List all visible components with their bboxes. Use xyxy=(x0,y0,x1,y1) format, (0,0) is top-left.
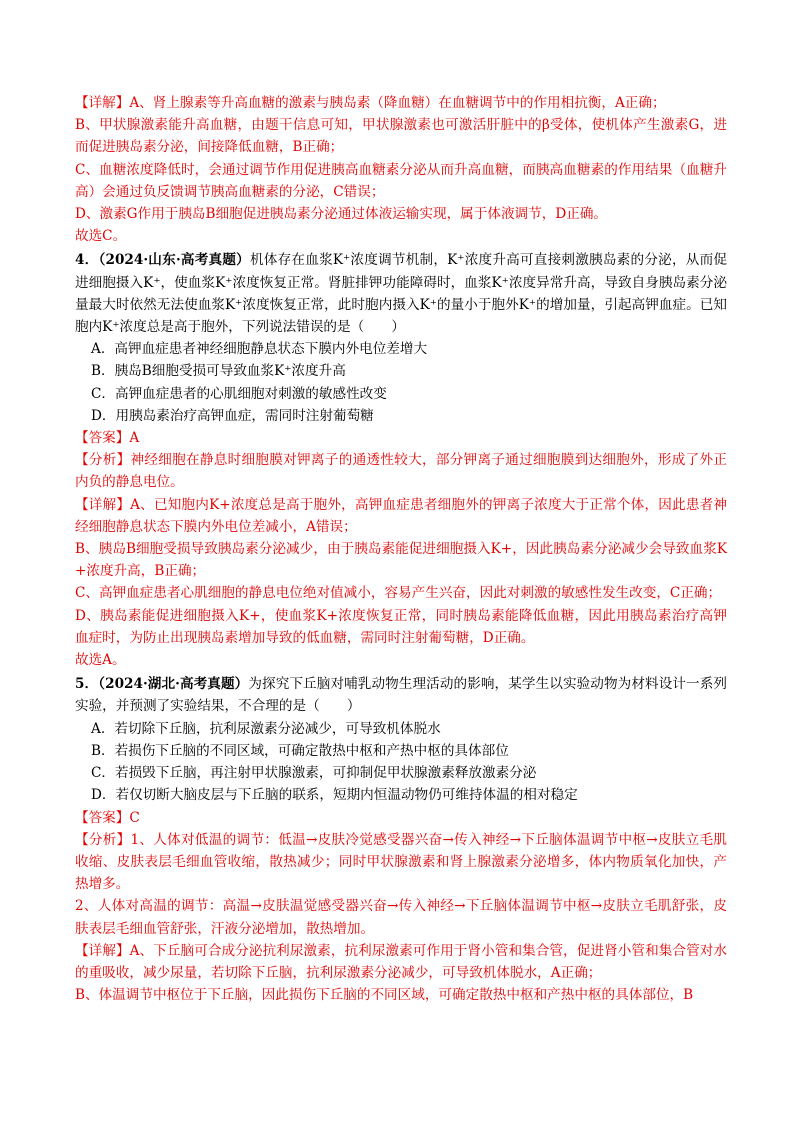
option-b: B．胰岛B细胞受损可导致血浆K⁺浓度升高 xyxy=(91,363,346,380)
option-d: D．若仅切断大脑皮层与下丘脑的联系，短期内恒温动物仍可维持体温的相对稳定 xyxy=(91,787,578,804)
analysis-line: 2、人体对高温的调节：高温→皮肤温觉感受器兴奋→传入神经→下丘脑体温调节中枢→皮肤立毛肌舒张，皮肤表层毛细血管舒张，汗液分泌增加，散热增加。 xyxy=(75,898,727,937)
option-c: C．若损毁下丘脑，再注射甲状腺激素，可抑制促甲状腺激素释放激素分泌 xyxy=(91,765,537,782)
detail-line: B、胰岛B细胞受损导致胰岛素分泌减少，由于胰岛素能促进细胞摄入K+，因此胰岛素分泌减少会导致血浆K+浓度升高，B正确； xyxy=(75,541,727,580)
option-c: C．高钾血症患者的心肌细胞对刺激的敏感性改变 xyxy=(91,385,387,402)
option-d: D．用胰岛素治疗高钾血症，需同时注射葡萄糖 xyxy=(91,407,374,424)
detail-line: D、胰岛素能促进细胞摄入K+，使血浆K+浓度恢复正常，同时胰岛素能降低血糖，因此用胰岛素治疗高钾血症时，为防止出现胰岛素增加导致的低血糖，需同时注射葡萄糖，D正确。 xyxy=(75,607,727,646)
question-5 xyxy=(75,673,727,1006)
prev-question-detail xyxy=(75,92,727,247)
analysis-line: 【分析】神经细胞在静息时细胞膜对钾离子的通透性较大，部分钾离子通过细胞膜到达细胞外，形成了外正内负的静息电位。 xyxy=(75,452,727,491)
answer-line: 【答案】C xyxy=(75,809,140,826)
detail-line: 【详解】A、已知胞内K+浓度总是高于胞外，高钾血症患者细胞外的钾离子浓度大于正常个体，因此患者神经细胞静息状态下膜内外电位差减小，A错误； xyxy=(75,496,727,535)
question-source: （2024·湖北·高考真题） xyxy=(98,676,249,693)
conclusion-line: 故选C。 xyxy=(75,228,127,245)
answer-line: 【答案】A xyxy=(75,430,140,447)
question-number: 4． xyxy=(75,252,99,269)
conclusion-line: 故选A。 xyxy=(75,652,126,669)
question-number: 5． xyxy=(75,676,99,693)
detail-line: 【详解】A、肾上腺素等升高血糖的激素与胰岛素（降血糖）在血糖调节中的作用相抗衡，A正确； xyxy=(75,95,666,111)
detail-line: C、高钾血症患者心肌细胞的静息电位绝对值减小，容易产生兴奋，因此对刺激的敏感性发生改变，C正确； xyxy=(75,585,722,602)
detail-line: B、甲状腺激素能升高血糖，由题干信息可知，甲状腺激素也可激活肝脏中的β受体，使机体产生激素G，进而促进胰岛素分泌，间接降低血糖，B正确； xyxy=(75,117,727,156)
option-a: A．高钾血症患者神经细胞静息状态下膜内外电位差增大 xyxy=(91,341,428,358)
detail-line: 【详解】A、下丘脑可合成分泌抗利尿激素，抗利尿激素可作用于肾小管和集合管，促进肾小管和集合管对水的重吸收，减少尿量，若切除下丘脑，抗利尿激素分泌减少，可导致机体脱水，A正确； xyxy=(75,942,727,981)
question-stem xyxy=(75,249,727,338)
analysis-line: 【分析】1、人体对低温的调节：低温→皮肤冷觉感受器兴奋→传入神经→下丘脑体温调节中枢→皮肤立毛肌收缩、皮肤表层毛细血管收缩，散热减少；同时甲状腺激素和肾上腺激素分泌增多，体内物质氧化加快，产热增多。 xyxy=(75,831,727,893)
detail-line: D、激素G作用于胰岛B细胞促进胰岛素分泌通过体液运输实现，属于体液调节，D正确。 xyxy=(75,206,608,223)
question-text: 为探究下丘脑对哺乳动物生理活动的影响，某学生以实验动物为材料设计一系列实验，并预测了实验结果，不合理的是（ ） xyxy=(75,676,728,715)
document-content xyxy=(75,92,727,1006)
detail-line: B、体温调节中枢位于下丘脑，因此损伤下丘脑的不同区域，可确定散热中枢和产热中枢的具体部位，B xyxy=(75,987,694,1004)
detail-line: C、血糖浓度降低时，会通过调节作用促进胰高血糖素分泌从而升高血糖，而胰高血糖素的作用结果（血糖升高）会通过负反馈调节胰高血糖素的分泌，C错误； xyxy=(75,161,727,200)
option-a: A．若切除下丘脑，抗利尿激素分泌减少，可导致机体脱水 xyxy=(91,720,441,737)
question-stem xyxy=(75,673,727,717)
question-text: 机体存在血浆K⁺浓度调节机制，K⁺浓度升高可直接刺激胰岛素的分泌，从而促进细胞摄入K⁺，使血浆K⁺浓度恢复正常。肾脏排钾功能障碍时，血浆K⁺浓度异常升高，导致自身胰岛素分泌量最大时依然无法使血浆K⁺浓度恢复正常，此时胞内摄入K⁺的量小于胞外K⁺的增加量，引起高钾血症。已知胞内K⁺浓度总是高于胞外，下列说法错误的是（ ） xyxy=(75,252,727,336)
question-4 xyxy=(75,249,727,671)
question-source: （2024·山东·高考真题） xyxy=(98,252,250,269)
option-b: B．若损伤下丘脑的不同区域，可确定散热中枢和产热中枢的具体部位 xyxy=(91,742,509,759)
